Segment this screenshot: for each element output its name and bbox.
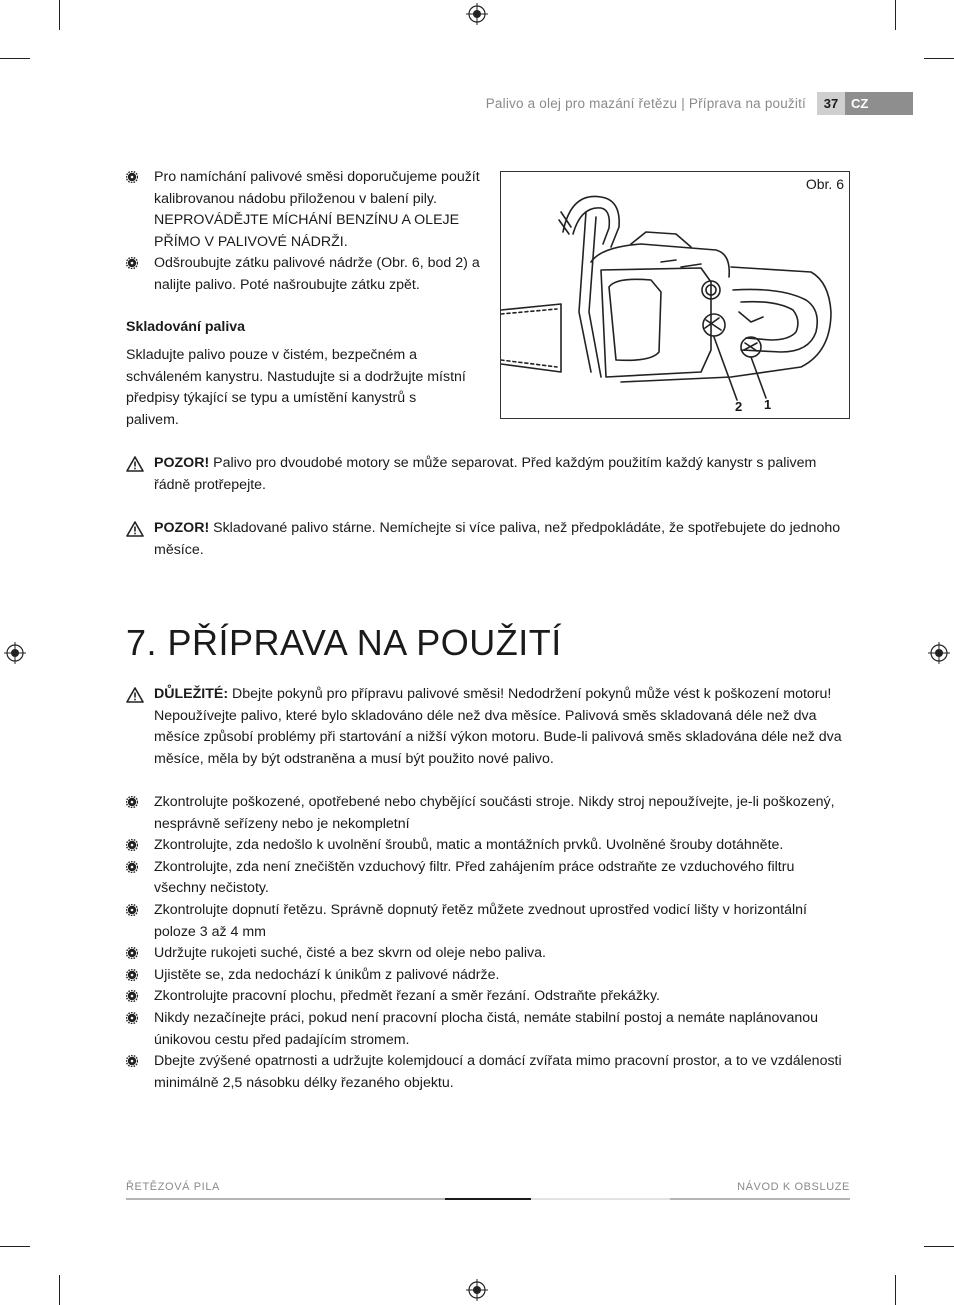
crop-mark [0, 1246, 30, 1247]
page-number: 37 [817, 92, 845, 115]
list-item [126, 1008, 850, 1051]
warning-text: Palivo pro dvoudobé motory se může separovat. Před každým použitím každý kanystr s palivem řádně protřepejte. [154, 455, 817, 493]
gear-bullet-icon [126, 990, 138, 1002]
callout-2: 2 [735, 399, 743, 414]
crop-mark [895, 0, 896, 30]
list-item [126, 835, 850, 857]
registration-mark-icon [466, 1279, 488, 1301]
gear-bullet-icon [126, 1012, 138, 1024]
warning-aging [126, 518, 850, 561]
footer-rule [126, 1198, 445, 1200]
crop-mark [924, 1246, 954, 1247]
bullet-text: Zkontrolujte pracovní plochu, předmět řezaní a směr řezání. Odstraňte překážky. [154, 988, 660, 1005]
list-item [126, 253, 486, 296]
bullet-text: Zkontrolujte, zda není znečištěn vzduchový filtr. Před zahájením práce odstraňte ze vzduchového filtru všechny nečistoty. [154, 858, 795, 897]
section-title: 7. PŘÍPRAVA NA POUŽITÍ [126, 622, 562, 663]
gear-bullet-icon [126, 861, 138, 873]
bullet-text: Udržujte rukojeti suché, čisté a bez skvrn od oleje nebo paliva. [154, 945, 546, 962]
important-notice [126, 684, 850, 770]
warning-triangle-icon [126, 521, 144, 537]
gear-bullet-icon [126, 839, 138, 851]
warning-triangle-icon [126, 687, 144, 703]
registration-mark-icon [4, 642, 26, 664]
gear-bullet-icon [126, 257, 138, 269]
crop-mark [59, 1275, 60, 1305]
gear-bullet-icon [126, 904, 138, 916]
gear-bullet-icon [126, 947, 138, 959]
bullet-text: Nikdy nezačínejte práci, pokud není pracovní plocha čistá, nemáte stabilní postoj a nemáte naplánovanou únikovou cestu před padajícím stromem. [154, 1009, 819, 1048]
footer-rule [670, 1198, 850, 1200]
chainsaw-illustration [501, 172, 850, 419]
crop-mark [59, 0, 60, 30]
page-tab [817, 92, 913, 115]
bullet-text: Odšroubujte zátku palivové nádrže (Obr. 6, bod 2) a nalijte palivo. Poté našroubujte zátku zpět. [154, 255, 480, 293]
preparation-checklist [126, 792, 850, 1094]
callout-1: 1 [764, 397, 772, 412]
figure-chainsaw [500, 171, 850, 419]
gear-bullet-icon [126, 1055, 138, 1067]
storage-heading: Skladování paliva [126, 319, 246, 335]
warning-text: Skladované palivo stárne. Nemíchejte si více paliva, než předpokládáte, že spotřebujete do jednoho měsíce. [154, 520, 841, 558]
crop-mark [0, 58, 30, 59]
footer-rule [531, 1198, 670, 1200]
list-item [126, 965, 850, 987]
bullet-text: Pro namíchání palivové směsi doporučujeme použít kalibrovanou nádobu přiloženou v balení pily. NEPROVÁDĚJTE MÍCHÁNÍ BENZÍNU A OLEJE PŘÍMO V PALIVOVÉ NÁDRŽI. [154, 169, 480, 250]
fuel-bullet-list [126, 167, 486, 297]
crop-mark [924, 58, 954, 59]
language-code: CZ [845, 92, 913, 115]
bullet-text: Zkontrolujte dopnutí řetězu. Správně dopnutý řetěz můžete zvednout uprostřed vodicí lišty v horizontální poloze 3 až 4 mm [154, 901, 807, 940]
warning-triangle-icon [126, 456, 144, 472]
list-item [126, 792, 850, 835]
list-item [126, 900, 850, 943]
important-label: DŮLEŽITÉ: [154, 686, 229, 702]
important-text: Dbejte pokynů pro přípravu palivové směsi! Nedodržení pokynů může vést k poškození motoru! Nepoužívejte palivo, které bylo skladováno déle než dva měsíce. Palivová směs skladovaná déle než dva měsíce způsobí problémy při startování a nižší výkon motoru. Bude-li palivová směs skladována déle než dva měsíce, měla by být odstraněna a musí být použito nové palivo. [154, 686, 842, 767]
registration-mark-icon [466, 3, 488, 25]
bullet-text: Dbejte zvýšené opatrnosti a udržujte kolemjdoucí a domácí zvířata mimo pracovní prostor, a to ve vzdálenosti minimálně 2,5 násobku délky řezaného objektu. [154, 1053, 842, 1091]
registration-mark-icon [928, 642, 950, 664]
gear-bullet-icon [126, 796, 138, 808]
crop-mark [895, 1275, 896, 1305]
warning-separation [126, 453, 850, 496]
footer-product-name: ŘETĚZOVÁ PILA [126, 1181, 220, 1193]
bullet-text: Zkontrolujte poškozené, opotřebené nebo chybějící součásti stroje. Nikdy stroj nepoužívejte, je-li poškozený, nesprávně seřízeny nebo je nekompletní [154, 794, 835, 832]
gear-bullet-icon [126, 171, 138, 183]
running-header-title: Palivo a olej pro mazání řetězu | Příprava na použití [485, 96, 806, 111]
bullet-text: Zkontrolujte, zda nedošlo k uvolnění šroubů, matic a montážních prvků. Uvolněné šrouby dotáhněte. [154, 837, 784, 854]
storage-paragraph: Skladujte palivo pouze v čistém, bezpečném a schváleném kanystru. Nastudujte si a dodržujte místní předpisy týkající se typu a umístění kanystrů s palivem. [126, 347, 466, 428]
list-item [126, 986, 850, 1008]
gear-bullet-icon [126, 969, 138, 981]
warning-label: POZOR! [154, 455, 210, 471]
list-item [126, 857, 850, 900]
list-item [126, 943, 850, 965]
bullet-text: Ujistěte se, zda nedochází k únikům z palivové nádrže. [154, 966, 500, 983]
list-item [126, 167, 486, 253]
figure-label: Obr. 6 [805, 176, 844, 192]
list-item [126, 1051, 850, 1094]
warning-label: POZOR! [154, 520, 210, 536]
footer-doc-type: NÁVOD K OBSLUZE [737, 1181, 850, 1193]
footer-rule-accent [445, 1198, 531, 1200]
